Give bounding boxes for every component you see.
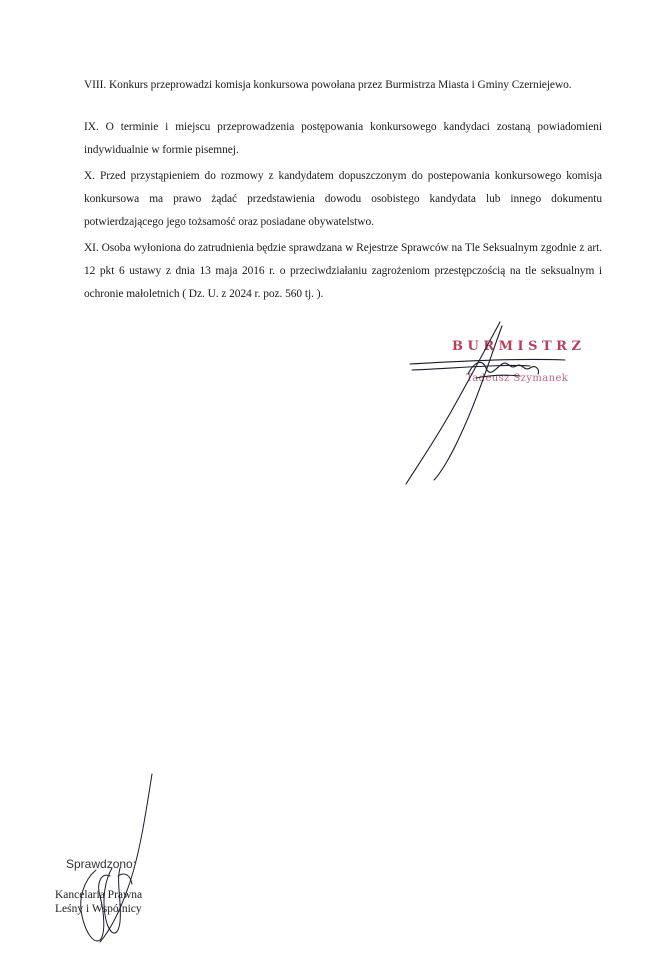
verified-label: Sprawdzono:	[66, 857, 137, 871]
mayor-stamp-title: BURMISTRZ	[452, 339, 586, 354]
law-office-partners: Leśny i Wspólnicy	[55, 903, 142, 915]
law-office-name: Kancelaria Prawna	[55, 889, 143, 901]
mayor-signature-icon	[390, 318, 590, 488]
paragraph-ix: IX. O terminie i miejscu przeprowadzenia postępowania konkursowego kandydaci zostaną powiadomieni indywidualnie w formie pisemnej.	[84, 121, 602, 156]
paragraph-x: X. Przed przystąpieniem do rozmowy z kandydatem dopuszczonym do postepowania konkursowego komisja konkursowa ma prawo żądać przedstawienia dowodu osobistego kandydata lub innego dokumentu potwierdzającego jego tożsamość oraz posiadane obywatelstwo.	[84, 170, 602, 228]
mayor-stamp-name: Tadeusz Szymanek	[466, 373, 569, 384]
paragraph-viii: VIII. Konkurs przeprowadzi komisja konkursowa powołana przez Burmistrza Miasta i Gminy Czerniejewo.	[84, 79, 572, 91]
paragraph-xi: XI. Osoba wyłoniona do zatrudnienia będzie sprawdzana w Rejestrze Sprawców na Tle Seksualnym zgodnie z art. 12 pkt 6 ustawy z dnia 13 maja 2016 r. o przeciwdziałaniu zagrożeniom przestępczością na tle seksualnym i ochronie małoletnich ( Dz. U. z 2024 r. poz. 560 tj. ).	[84, 242, 602, 300]
